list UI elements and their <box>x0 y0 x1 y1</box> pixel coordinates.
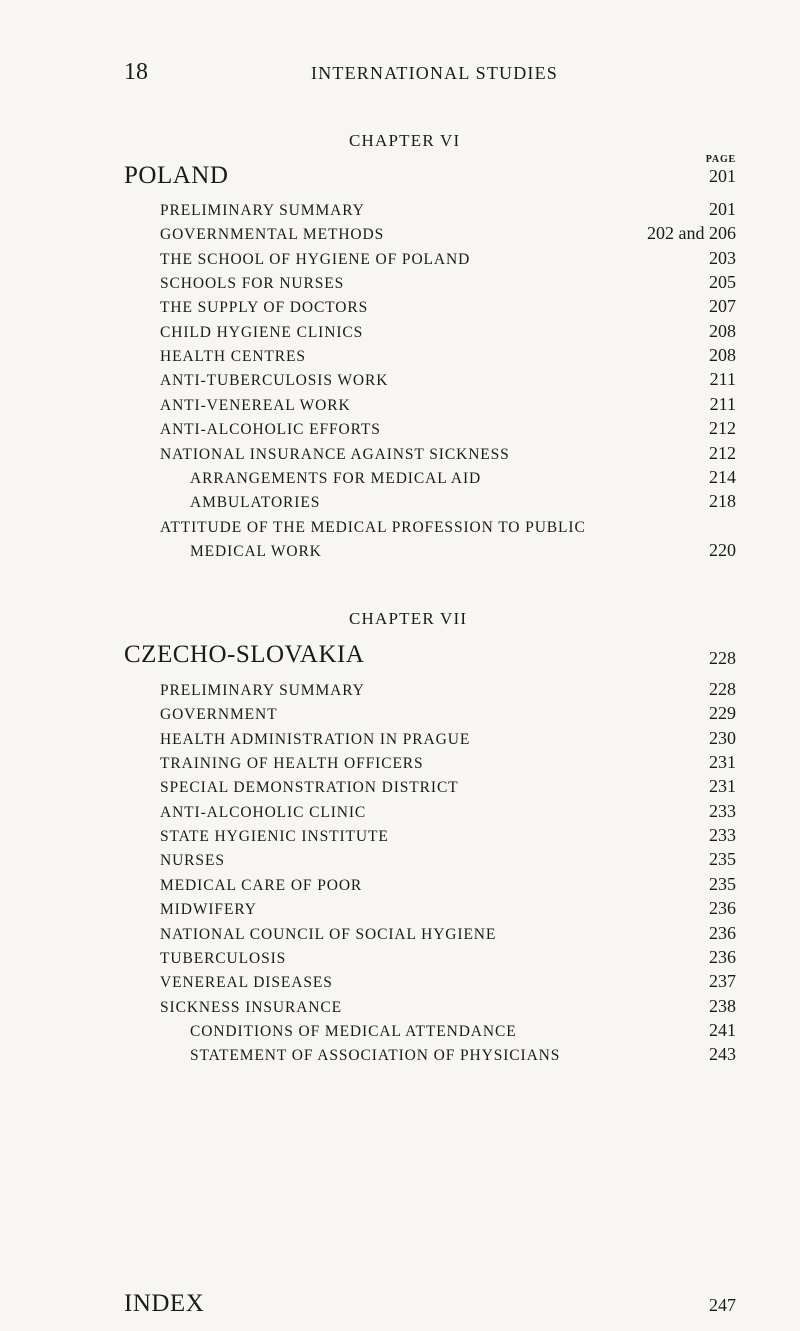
toc-entry-label: THE SUPPLY OF DOCTORS <box>160 299 369 317</box>
toc-entry-page: 208 <box>709 320 736 341</box>
running-title: INTERNATIONAL STUDIES <box>311 63 559 83</box>
chapter-6-country: POLAND <box>124 162 229 189</box>
toc-entry-page: 235 <box>709 849 736 870</box>
toc-entry-label: CHILD HYGIENE CLINICS <box>160 323 364 341</box>
toc-entry-page: 236 <box>709 946 736 967</box>
toc-entry-label: ANTI-VENEREAL WORK <box>160 396 351 414</box>
toc-entry-label: SCHOOLS FOR NURSES <box>160 275 345 293</box>
toc-entry-label: MIDWIFERY <box>160 901 257 919</box>
toc-entry-label: NATIONAL COUNCIL OF SOCIAL HYGIENE <box>160 925 497 943</box>
chapter-6-heading: CHAPTER VI <box>349 131 461 150</box>
toc-entry-label: THE SCHOOL OF HYGIENE OF POLAND <box>160 250 471 268</box>
chapter-7-country: CZECHO-SLOVAKIA <box>124 641 365 668</box>
index-label: INDEX <box>124 1290 205 1317</box>
toc-entry-label: SICKNESS INSURANCE <box>160 998 342 1016</box>
toc-entry-label: ANTI-TUBERCULOSIS WORK <box>160 372 389 390</box>
toc-entry-label: HEALTH ADMINISTRATION IN PRAGUE <box>160 730 471 748</box>
toc-entry-page: 231 <box>709 752 736 773</box>
toc-entry-label: CONDITIONS OF MEDICAL ATTENDANCE <box>190 1022 517 1040</box>
toc-entry-page: 201 <box>709 199 736 219</box>
toc-entry-label: ANTI-ALCOHOLIC EFFORTS <box>160 421 381 439</box>
page-number: 18 <box>124 59 148 85</box>
toc-entry-page: 230 <box>709 727 736 748</box>
toc-entry-label: SPECIAL DEMONSTRATION DISTRICT <box>160 779 459 797</box>
page-column-label: PAGE <box>705 154 736 165</box>
toc-entry-label: STATE HYGIENIC INSTITUTE <box>160 828 389 846</box>
toc-entry-label: NATIONAL INSURANCE AGAINST SICKNESS <box>160 445 510 463</box>
toc-entry-page: 228 <box>709 679 736 699</box>
toc-entry-label: NURSES <box>160 852 225 870</box>
toc-entry-label: STATEMENT OF ASSOCIATION OF PHYSICIANS <box>190 1047 561 1065</box>
toc-entry-label: MEDICAL WORK <box>190 542 322 560</box>
chapter-6-country-page: 201 <box>709 166 736 186</box>
toc-entry-page: 243 <box>709 1044 736 1065</box>
toc-entry-page: 208 <box>709 345 736 366</box>
toc-entry-page: 214 <box>709 466 736 487</box>
toc-entry-page: 212 <box>709 418 736 439</box>
toc-entry-page: 229 <box>709 703 736 724</box>
chapter-7-country-page: 228 <box>709 648 736 668</box>
toc-entry-page: 235 <box>709 873 736 894</box>
toc-entry-page: 233 <box>709 800 736 821</box>
toc-entry-label: VENEREAL DISEASES <box>160 974 333 992</box>
chapter-7-heading: CHAPTER VII <box>349 609 468 628</box>
toc-entry-page: 238 <box>709 995 736 1016</box>
index-page: 247 <box>709 1295 736 1315</box>
toc-entry-page: 211 <box>709 393 736 414</box>
toc-entry-label: PRELIMINARY SUMMARY <box>160 682 365 699</box>
toc-entry-label: GOVERNMENTAL METHODS <box>160 226 385 244</box>
toc-entry-page: 237 <box>709 971 736 992</box>
toc-entry-page: 233 <box>709 825 736 846</box>
toc-entry-label: ATTITUDE OF THE MEDICAL PROFESSION TO PUBLIC <box>160 518 586 536</box>
toc-entry-label: HEALTH CENTRES <box>160 348 306 366</box>
toc-entry-page: 218 <box>709 491 736 512</box>
toc-entry-label: PRELIMINARY SUMMARY <box>160 202 365 219</box>
toc-entry-label: ANTI-ALCOHOLIC CLINIC <box>160 803 367 821</box>
toc-entry-label: GOVERNMENT <box>160 706 278 724</box>
toc-entry-page: 211 <box>709 369 736 390</box>
toc-entry-page: 241 <box>709 1019 736 1040</box>
toc-entry-page: 203 <box>709 247 736 268</box>
toc-entry-page: 220 <box>709 539 736 560</box>
toc-entry-page: 236 <box>709 922 736 943</box>
toc-entry-page: 207 <box>709 296 736 317</box>
toc-entry-label: TRAINING OF HEALTH OFFICERS <box>160 755 424 773</box>
toc-entry-label: MEDICAL CARE OF POOR <box>160 876 363 894</box>
toc-entry-page: 236 <box>709 898 736 919</box>
toc-entry-page: 231 <box>709 776 736 797</box>
toc-entry-label: AMBULATORIES <box>190 494 321 512</box>
toc-entry-page: 212 <box>709 442 736 463</box>
toc-entry-label: ARRANGEMENTS FOR MEDICAL AID <box>190 469 482 487</box>
toc-entry-page: 202 and 206 <box>647 223 736 244</box>
toc-entry-label: TUBERCULOSIS <box>160 949 287 967</box>
toc-entry-page: 205 <box>709 272 736 293</box>
